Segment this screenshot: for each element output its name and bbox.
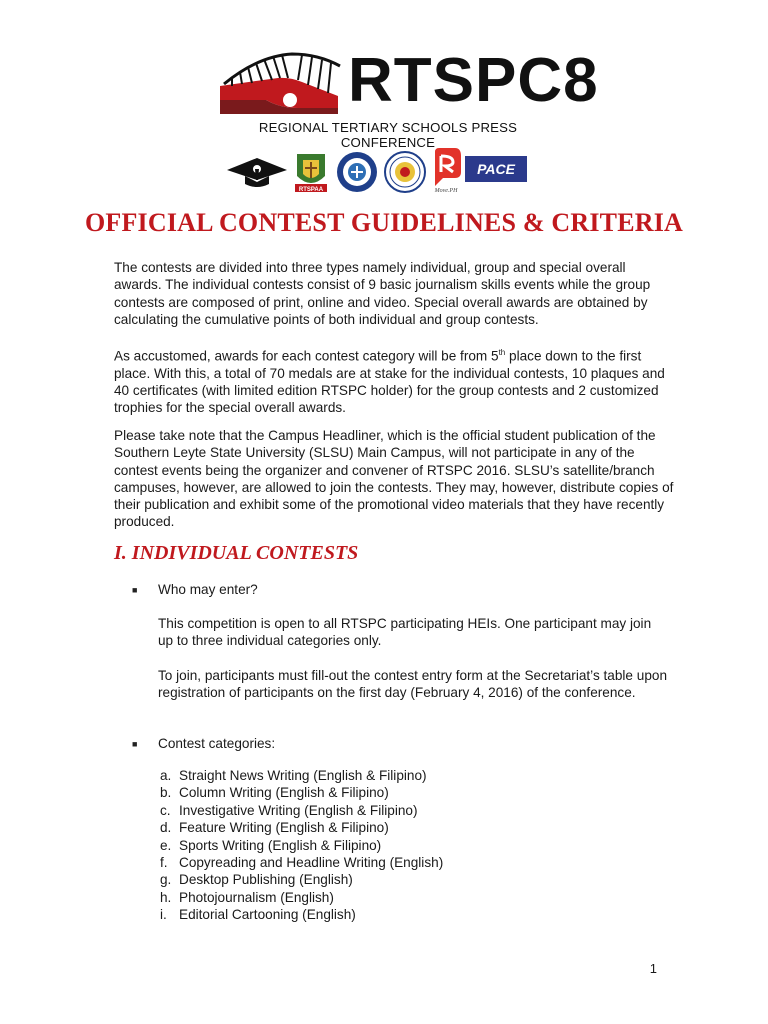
awards-superscript: th xyxy=(498,348,506,357)
square-bullet-icon: ■ xyxy=(132,585,138,595)
rappler-icon xyxy=(431,148,461,194)
pace-label: PACE xyxy=(477,161,515,177)
section-heading-individual: I. INDIVIDUAL CONTESTS xyxy=(114,542,359,564)
campus-headliner-paragraph: Please take note that the Campus Headliner, which is the official student publication of the Southern Leyte State University (SLSU) Main Campus, will not participate in any of the contest events being the organizer and convener of RTSPC 2016. SLSU’s satellite/branch campuses, however, are allowed to join the contests. They may, however, distribute copies of their publication and exhibit some of the promotional video materials that they have recently produced. xyxy=(114,428,674,530)
pace-logo-icon xyxy=(465,156,527,182)
awards-text-start: As accustomed, awards for each contest category will be from 5 xyxy=(114,348,499,364)
document-title: OFFICIAL CONTEST GUIDELINES & CRITERIA xyxy=(84,208,684,237)
who-may-enter-label: Who may enter? xyxy=(158,582,258,597)
contest-category-list xyxy=(160,767,443,924)
list-item: f. Copyreading and Headline Writing (English) xyxy=(160,854,444,870)
mortarboard-pen-icon xyxy=(225,154,289,194)
partner-logos xyxy=(225,146,525,194)
how-to-join-paragraph: To join, participants must fill-out the contest entry form at the Secretariat’s table upon registration of participants on the first day (February 4, 2016) of the conference. xyxy=(158,668,668,701)
logo-title: RTSPC8 xyxy=(348,46,599,115)
bridge-logo-icon xyxy=(218,48,343,116)
list-item: g. Desktop Publishing (English) xyxy=(160,872,353,888)
contest-categories-label: Contest categories: xyxy=(158,736,276,751)
university-seal-icon xyxy=(335,150,379,194)
movement-label: Move.PH xyxy=(434,188,458,194)
awards-paragraph xyxy=(114,344,674,417)
rtspaa-crest-icon xyxy=(291,150,331,194)
list-item: a. Straight News Writing (English & Filipino) xyxy=(160,768,427,783)
eligibility-paragraph: This competition is open to all RTSPC participating HEIs. One participant may join up to three individual categories only. xyxy=(158,616,652,649)
list-item: d. Feature Writing (English & Filipino) xyxy=(160,820,389,836)
list-item: h. Photojournalism (English) xyxy=(160,889,334,905)
rtspaa-label: RTSPAA xyxy=(298,187,324,193)
list-item: i. Editorial Cartooning (English) xyxy=(160,907,356,923)
list-item: e. Sports Writing (English & Filipino) xyxy=(160,837,382,853)
square-bullet-icon: ■ xyxy=(132,739,138,749)
government-seal-icon xyxy=(383,150,427,194)
awards-text-end: place down to the first place. With this, a total of 70 medals are at stake for the individual contests, 10 plaques and 40 certificates (with limited edition RTSPC holder) for the group contests and 2 customized trophies for the special overall awards. xyxy=(114,348,665,416)
list-item: b. Column Writing (English & Filipino) xyxy=(160,785,389,801)
logo-subtitle: REGIONAL TERTIARY SCHOOLS PRESS CONFERENCE xyxy=(258,120,518,150)
intro-paragraph: The contests are divided into three types namely individual, group and special overall awards. The individual contests consist of 9 basic journalism skills events while the group contests are composed of print, online and video. Special overall awards are obtained by calculating the cumulative points of both individual and group contests. xyxy=(114,260,651,327)
page-number: 1 xyxy=(649,961,657,976)
list-item: c. Investigative Writing (English & Filipino) xyxy=(160,802,418,818)
